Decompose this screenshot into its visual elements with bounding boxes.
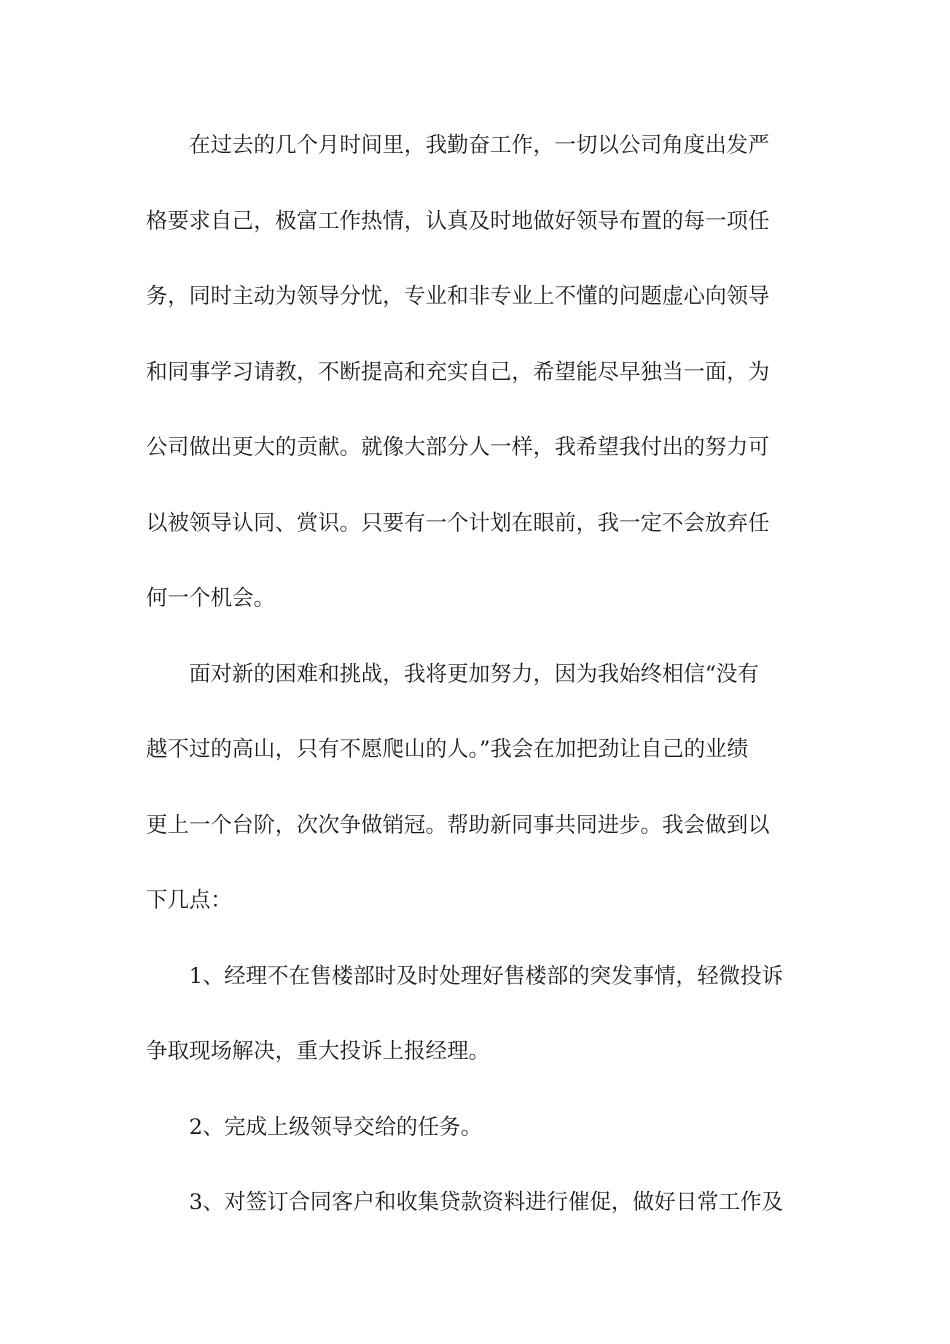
list-item-3-line-1: 3、对签订合同客户和收集贷款资料进行催促，做好日常工作及 [189,1190,784,1215]
paragraph-2-line-3: 更上一个台阶，次次争做销冠。帮助新同事共同进步。我会做到以 [146,812,770,838]
paragraph-1-line-2: 格要求自己，极富工作热情，认真及时地做好领导布置的每一项任 [146,208,770,234]
paragraph-2-line-1: 面对新的困难和挑战，我将更加努力，因为我始终相信“没有 [189,661,759,687]
list-item-1-line-2: 争取现场解决，重大投诉上报经理。 [146,1039,491,1064]
paragraph-1-line-7: 何一个机会。 [146,586,276,611]
list-item-2: 2、完成上级领导交给的任务。 [189,1114,483,1140]
paragraph-1-line-1: 在过去的几个月时间里，我勤奋工作，一切以公司角度出发严 [189,133,770,158]
list-item-1-line-1: 1、经理不在售楼部时及时处理好售楼部的突发事情，轻微投诉 [189,963,784,989]
paragraph-2-line-2: 越不过的高山，只有不愿爬山的人。”我会在加把劲让自己的业绩 [146,737,749,762]
paragraph-1-line-3: 务，同时主动为领导分忧，专业和非专业上不懂的问题虚心向领导 [146,284,770,309]
paragraph-1-line-5: 公司做出更大的贡献。就像大部分人一样，我希望我付出的努力可 [146,435,770,460]
paragraph-1-line-6: 以被领导认同、赏识。只要有一个计划在眼前，我一定不会放弃任 [146,510,770,536]
document-body [146,124,808,1257]
paragraph-1-line-4: 和同事学习请教，不断提高和充实自己，希望能尽早独当一面，为 [146,359,770,385]
paragraph-2-line-4: 下几点： [146,888,233,913]
